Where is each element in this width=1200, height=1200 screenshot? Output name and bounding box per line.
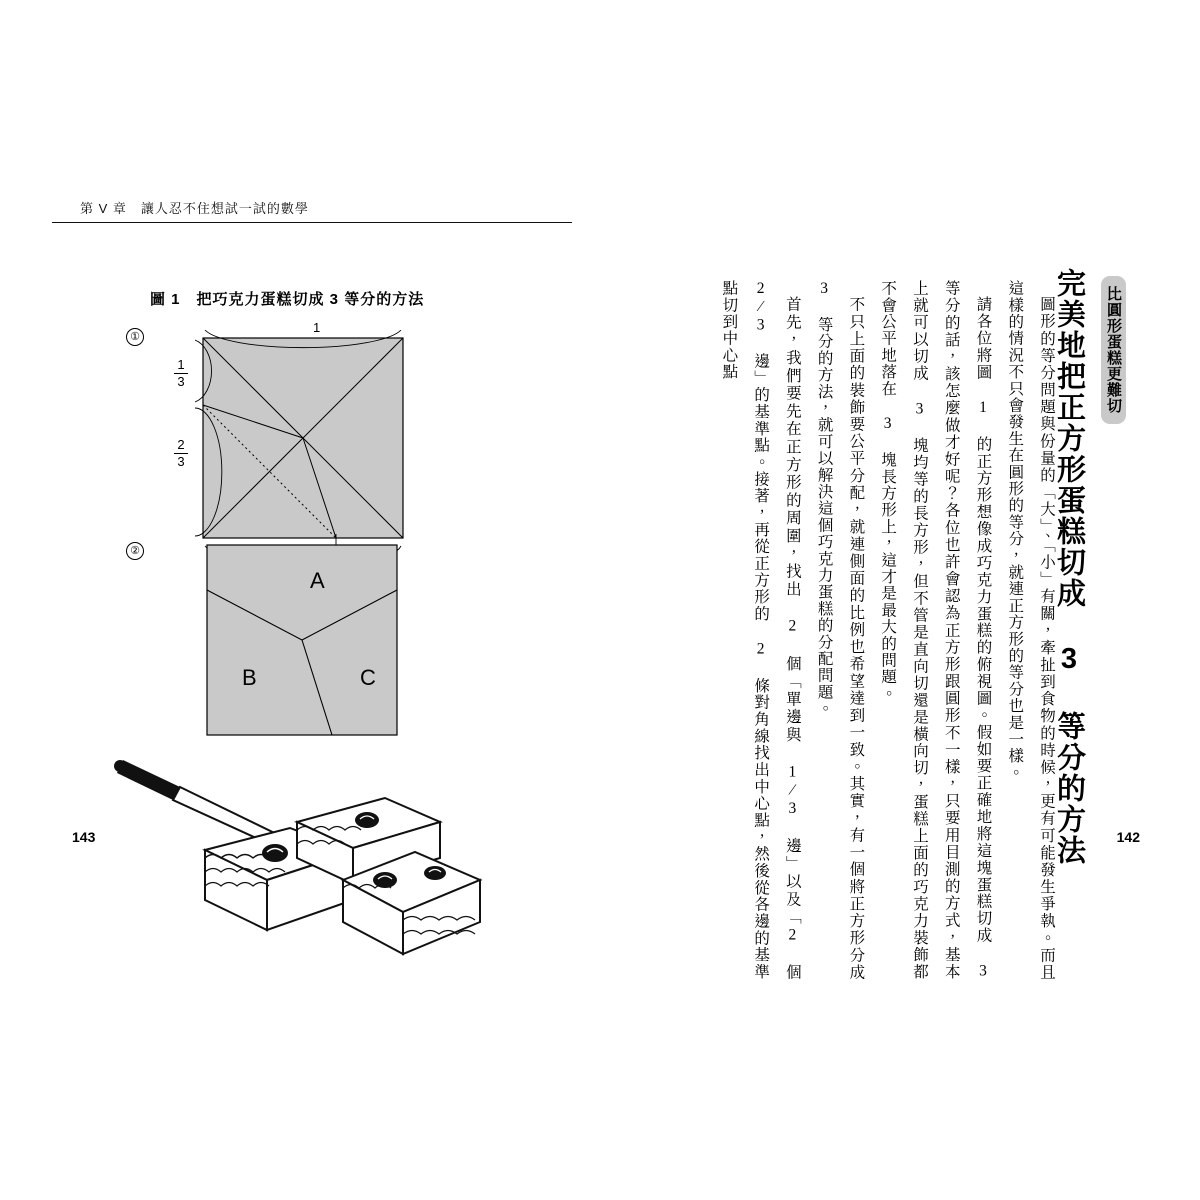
section-badge: 比圓形蛋糕更難切 (1101, 276, 1126, 424)
diagram1-left-fraction-bottom: 2 3 (174, 438, 188, 468)
diagram1-left-fraction-top: 1 3 (174, 358, 188, 388)
diagram2-piece-c: C (360, 665, 376, 690)
paragraph: 首先，我們要先在正方形的周圍，找出 2 個「單邊與 1∕3 邊」以及「2 個 2∕3 邊」的基準點。接著，再從正方形的 2 條對角線找出中心點，然後從各邊的基準點切到中心點 (720, 280, 801, 980)
paragraph: 請各位將圖 1 的正方形想像成巧克力蛋糕的俯視圖。假如要正確地將這塊蛋糕切成 3 等分的話，該怎麼做才好呢？各位也許會認為正方形跟圓形不一樣，只要用目測的方式，基本上就可以切成 3 塊均等的長方形，但不管是直向切還是橫向切，蛋糕上面的巧克力裝飾都不會公平地落在 3 塊長方形上，這才是最大的問題。 (879, 280, 992, 980)
figure-caption: 圖 1 把巧克力蛋糕切成 3 等分的方法 (150, 291, 425, 308)
diagram1-top-label: 1 (313, 320, 321, 335)
chocolate-cake-slices-illustration (85, 740, 485, 990)
running-head: 第 V 章 讓人忍不住想試一試的數學 (80, 201, 309, 216)
page-right (610, 150, 1170, 1050)
diagram-square-2 (202, 540, 412, 750)
paragraph: 不只上面的裝飾要公平分配，就連側面的比例也希望達到一致。其實，有一個將正方形分成 3 等分的方法，就可以解決這個巧克力蛋糕的分配問題。 (815, 280, 865, 980)
page-title: 完美地把正方形蛋糕切成 3 等分的方法 (1053, 268, 1085, 866)
page-number-left: 143 (72, 829, 96, 845)
page-left (30, 150, 590, 1050)
paragraph: 圖形的等分問題與份量的「大」、「小」有關，牽扯到食物的時候，更有可能發生爭執。而且這樣的情況不只會發生在圓形的等分，就連正方形的等分也是一樣。 (1006, 280, 1055, 980)
step-marker-1: ① (126, 328, 144, 346)
step-marker-2: ② (126, 542, 144, 560)
body-text-right (713, 280, 1062, 980)
diagram2-piece-b: B (242, 665, 257, 690)
figure-area (30, 150, 590, 1050)
diagram2-piece-a: A (310, 568, 325, 593)
page-number-right: 142 (1116, 829, 1140, 845)
